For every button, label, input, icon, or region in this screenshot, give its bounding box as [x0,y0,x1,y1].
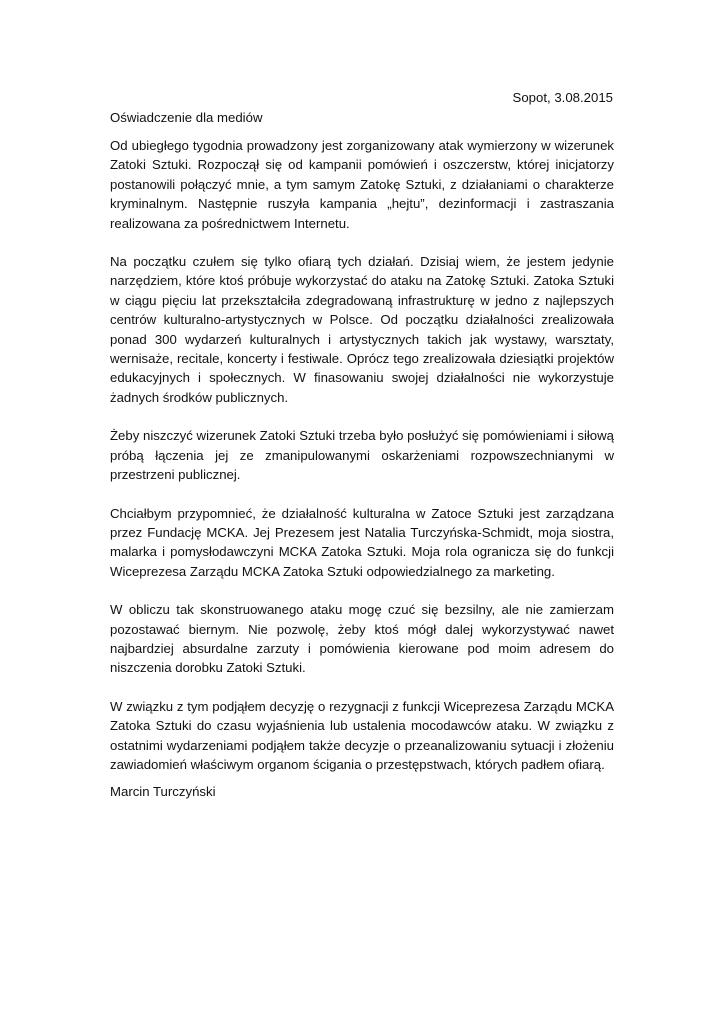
signature: Marcin Turczyński [110,784,216,799]
document-body [110,136,614,793]
place-date: Sopot, 3.08.2015 [512,90,613,105]
paragraph-3: Żeby niszczyć wizerunek Zatoki Sztuki trzeba było posłużyć się pomówieniami i siłową próbą łączenia jej ze zmanipulowanymi oskarżeniami rozpowszechnianymi w przestrzeni publicznej. [110,428,614,483]
paragraph-6: W związku z tym podjąłem decyzję o rezygnacji z funkcji Wiceprezesa Zarządu MCKA Zatoka Sztuki do czasu wyjaśnienia lub ustalenia mocodawców ataku. W związku z ostatnimi wydarzeniami podjąłem także decyzje o przeanalizowaniu sytuacji i złożeniu zawiadomień właściwym organom ścigania o przestępstwach, których padłem ofiarą. [110,698,614,772]
paragraph-2: Na początku czułem się tylko ofiarą tych działań. Dzisiaj wiem, że jestem jedynie narzędziem, które ktoś próbuje wykorzystać do ataku na Zatokę Sztuki. Zatoka Sztuki w ciągu pięciu lat przekształciła zdegradowaną infrastrukturę w jedno z najlepszych centrów kulturalno-artystycznych w Polsce. Od początku działalności zrealizowała ponad 300 wydarzeń kulturalnych i artystycznych takich jak wystawy, warsztaty, wernisaże, recitale, koncerty i festiwale. Oprócz tego zrealizowała dziesiątki projektów edukacyjnych i społecznych. W finasowaniu swojej działalności nie wykorzystuje żadnych środków publicznych. [110,254,614,405]
document-heading: Oświadczenie dla mediów [110,110,263,125]
paragraph-5: W obliczu tak skonstruowanego ataku mogę czuć się bezsilny, ale nie zamierzam pozostawać biernym. Nie pozwolę, żeby ktoś mógł dalej wykorzystywać nawet najbardziej absurdalne zarzuty i pomówienia kierowane pod moim adresem do niszczenia dorobku Zatoki Sztuki. [110,602,614,676]
paragraph-1: Od ubiegłego tygodnia prowadzony jest zorganizowany atak wymierzony w wizerunek Zatoki Sztuki. Rozpoczął się od kampanii pomówień i oszczerstw, której inicjatorzy postanowili połączyć mnie, a tym samym Zatokę Sztuki, z działaniami o charakterze kryminalnym. Następnie ruszyła kampania „hejtu”, dezinformacji i zastraszania realizowana za pośrednictwem Internetu. [110,138,614,231]
paragraph-4: Chciałbym przypomnieć, że działalność kulturalna w Zatoce Sztuki jest zarządzana przez Fundację MCKA. Jej Prezesem jest Natalia Turczyńska-Schmidt, moja siostra, malarka i pomysłodawczyni MCKA Zatoka Sztuki. Moja rola ogranicza się do funkcji Wiceprezesa Zarządu MCKA Zatoka Sztuki odpowiedzialnego za marketing. [110,505,614,579]
